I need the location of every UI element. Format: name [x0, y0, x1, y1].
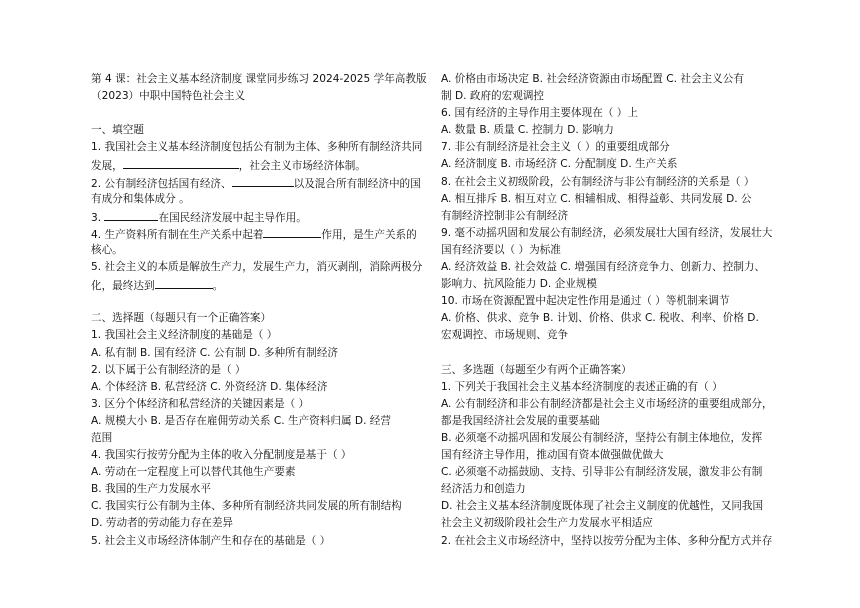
question-text: 5. 社会主义的本质是解放生产力，发展生产力，消灭剥削，消除两极分	[91, 261, 423, 274]
answer-option: D. 劳动者的劳动能力存在差异	[91, 517, 234, 530]
question-text: 1. 下列关于我国社会主义基本经济制度的表述正确的有（ ）	[441, 380, 723, 393]
answer-options: A. 价格由市场决定 B. 社会经济资源由市场配置 C. 社会主义公有	[441, 73, 744, 85]
spacer	[441, 345, 777, 362]
question-text: 核心。	[91, 243, 123, 256]
answer-options: 制 D. 政府的宏观调控	[441, 90, 545, 103]
answer-options: A. 规模大小 B. 是否存在雇佣劳动关系 C. 生产资料归属 D. 经营	[91, 414, 391, 427]
question-text: 有成分和集体成分 。	[91, 192, 190, 205]
answer-options: 范围	[91, 431, 113, 444]
answer-options: 有制经济控制非公有制经济	[441, 209, 569, 222]
answer-options: A. 经济效益 B. 社会效益 C. 增强国有经济竞争力、创新力、控制力、	[441, 261, 766, 274]
question-text: 国有经济要以（ ）为标准	[441, 243, 561, 256]
answer-blank[interactable]	[263, 225, 321, 238]
answer-options: A. 数量 B. 质量 C. 控制力 D. 影响力	[441, 124, 614, 137]
answer-blank[interactable]	[155, 276, 213, 289]
section-heading: 一、填空题	[91, 124, 144, 137]
spacer	[91, 293, 427, 310]
right-column	[441, 71, 777, 550]
answer-option: B. 我国的生产力发展水平	[91, 483, 211, 496]
question-text: 2. 公有制经济包括国有经济、 以及混合所有制经济中的国	[91, 174, 427, 191]
answer-option: 国有经济主导作用，推动国有资本做强做优做大	[441, 449, 664, 462]
question-text: 2. 以下属于公有制经济的是（ ）	[91, 363, 246, 376]
answer-option: C. 必须毫不动摇鼓励、支持、引导非公有制经济发展，激发非公有制	[441, 466, 763, 479]
question-text: 8. 在社会主义初级阶段，公有制经济与非公有制经济的关系是（ ）	[441, 175, 755, 188]
answer-options: 宏观调控、市场规则、竞争	[441, 329, 569, 342]
question-text: 7. 非公有制经济是社会主义（ ）的重要组成部分	[441, 141, 670, 154]
answer-option: D. 社会主义基本经济制度既体现了社会主义制度的优越性，又同我国	[441, 500, 764, 513]
answer-options: A. 经济制度 B. 市场经济 C. 分配制度 D. 生产关系	[441, 158, 678, 171]
question-text: 3. 在国民经济发展中起主导作用。	[91, 208, 427, 225]
answer-option: B. 必须毫不动摇巩固和发展公有制经济，坚持公有制主体地位，发挥	[441, 431, 763, 444]
question-text: 5. 社会主义市场经济体制产生和存在的基础是（ ）	[91, 534, 331, 547]
question-text: 1. 我国社会主义基本经济制度包括公有制为主体、多种所有制经济共同	[91, 141, 423, 154]
left-column	[91, 71, 427, 550]
question-text: 6. 国有经济的主导作用主要体现在（ ）上	[441, 107, 638, 120]
answer-option: A. 劳动在一定程度上可以替代其他生产要素	[91, 466, 296, 479]
question-text: 9. 毫不动摇巩固和发展公有制经济，必须发展壮大国有经济，发展壮大	[441, 226, 773, 239]
question-text: 1. 我国社会主义经济制度的基础是（ ）	[91, 329, 278, 342]
answer-options: A. 价格、供求、竞争 B. 计划、价格、供求 C. 税收、利率、价格 D.	[441, 312, 759, 325]
question-text: 10. 市场在资源配置中起决定性作用是通过（ ）等机制来调节	[441, 295, 730, 308]
section-heading: 二、选择题（每题只有一个正确答案）	[91, 312, 272, 325]
section-heading: 三、多选题（每题至少有两个正确答案）	[441, 363, 632, 376]
answer-blank[interactable]	[123, 156, 239, 169]
question-text: 2. 在社会主义市场经济中，坚持以按劳分配为主体、多种分配方式并存	[441, 534, 773, 547]
answer-option: C. 我国实行公有制为主体、多种所有制经济共同发展的所有制结构	[91, 500, 402, 513]
answer-options: A. 个体经济 B. 私营经济 C. 外资经济 D. 集体经济	[91, 380, 328, 393]
answer-blank[interactable]	[232, 174, 294, 187]
answer-options: A. 私有制 B. 国有经济 C. 公有制 D. 多种所有制经济	[91, 346, 339, 359]
spacer	[91, 105, 427, 122]
question-text: 发展， ，社会主义市场经济体制。	[91, 156, 427, 173]
answer-option: 经济活力和创造力	[441, 483, 526, 496]
question-text: 3. 区分个体经济和私营经济的关键因素是（ ）	[91, 397, 310, 410]
answer-options: A. 相互排斥 B. 相互对立 C. 相辅相成、相得益彰、共同发展 D. 公	[441, 192, 752, 205]
question-text: 4. 我国实行按劳分配为主体的收入分配制度是基于（ ）	[91, 449, 352, 462]
question-text: 化，最终达到 。	[91, 276, 427, 293]
answer-option: 都是我国经济社会发展的重要基础	[441, 414, 600, 427]
answer-blank[interactable]	[104, 208, 158, 221]
answer-option: A. 公有制经济和非公有制经济都是社会主义市场经济的重要组成部分，	[441, 397, 773, 410]
question-text: 4. 生产资料所有制在生产关系中起着 作用，是生产关系的	[91, 225, 427, 242]
answer-option: 社会主义初级阶段社会生产力发展水平相适应	[441, 517, 653, 530]
answer-options: 影响力、抗风险能力 D. 企业规模	[441, 278, 597, 291]
doc-title: 第 4 课：社会主义基本经济制度 课堂同步练习 2024-2025 学年高教版	[91, 73, 427, 85]
doc-title-cont: （2023）中职中国特色社会主义	[91, 90, 246, 103]
